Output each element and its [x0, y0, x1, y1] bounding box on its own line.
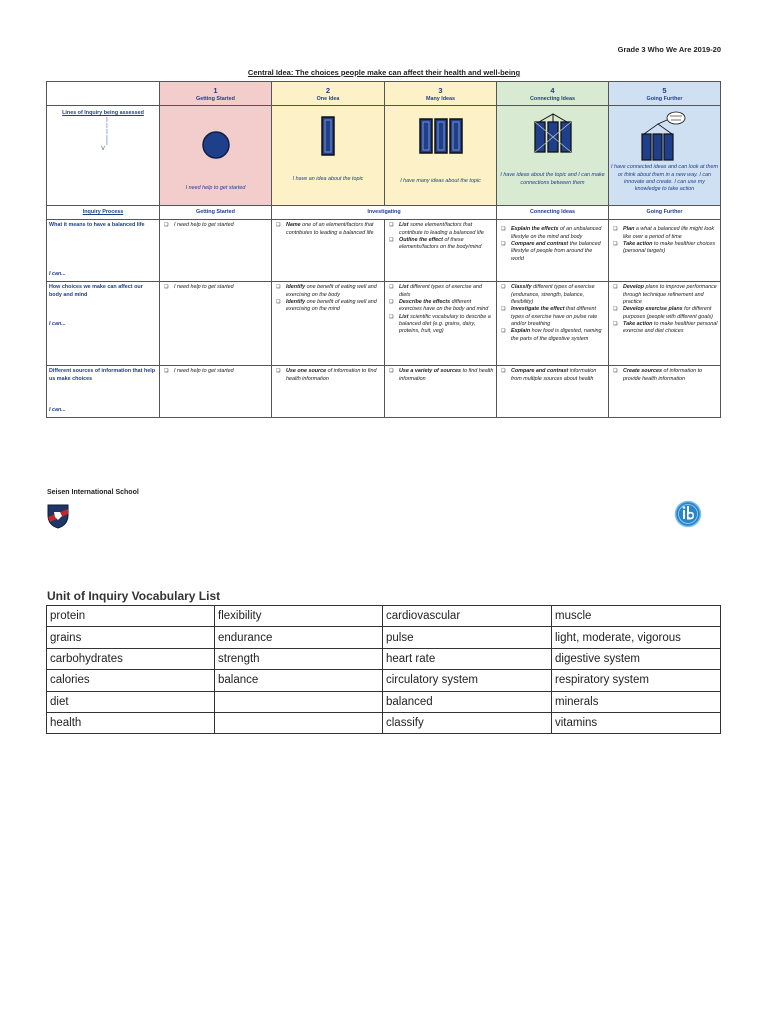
row3-level5: ❏ Create sources of information to provide health information: [609, 366, 721, 418]
row2-level4: ❏ Classify different types of exercise (endurance, strength, balance, flexibility) ❏ Investigate the effect that different types of exercise have on pulse rate and/or breathing ❏ Explain how food is digested, naming the parts of the digestive system: [497, 282, 609, 366]
level-4-icon-cell: I have ideas about the topic and I can make connections between them: [497, 106, 609, 206]
vocab-cell: health: [47, 712, 215, 733]
grade-label: Grade 3 Who We Are 2019-20: [617, 45, 721, 54]
line-of-inquiry-3: Different sources of information that help us make choices I can...: [47, 366, 160, 418]
row2-level5: ❏ Develop plans to improve performance through technique refinement and practice ❏ Develop exercise plans for different purposes (people with different goals) ❏ Take action to make healthier personal exercise and diet choices: [609, 282, 721, 366]
ib-logo: [674, 500, 702, 528]
many-bars-icon: [419, 118, 463, 154]
row1-level2: ❏ Name one of an element/factors that contributes to leading a balanced life: [272, 220, 385, 282]
vocab-cell: protein: [47, 606, 215, 627]
single-bar-icon: [320, 116, 336, 156]
vocab-cell: [215, 712, 383, 733]
level-3-icon-cell: I have many ideas about the topic: [385, 106, 497, 206]
table-row: [47, 648, 721, 669]
row2-level3: ❏ List different types of exercise and diets ❏ Describe the effects different exercises have on the body and mind ❏ List scientific vocabulary to describe a balanced diet (e.g. grains, dairy, proteins, fruit, veg): [385, 282, 497, 366]
phase-going-further: Going Further: [609, 206, 721, 220]
vocab-cell: vitamins: [552, 712, 721, 733]
vocab-cell: flexibility: [215, 606, 383, 627]
level-3-header: 3 Many Ideas: [385, 82, 497, 106]
lines-of-inquiry-cell: Lines of Inquiry being assessed | | | | | V: [47, 106, 160, 206]
phase-investigating: Investigating: [272, 206, 497, 220]
row3-level4: ❏ Compare and contrast information from multiple sources about health: [497, 366, 609, 418]
level-1-header: 1 Getting Started: [160, 82, 272, 106]
vocab-cell: strength: [215, 648, 383, 669]
table-row: [47, 712, 721, 733]
vocab-cell: calories: [47, 670, 215, 691]
connected-bars-icon: [533, 112, 573, 156]
table-row: [47, 670, 721, 691]
row1-level4: ❏ Explain the effects of an unbalanced lifestyle on the mind and body ❏ Compare and contrast the balanced lifestyle of people from around the world: [497, 220, 609, 282]
vocab-cell: endurance: [215, 627, 383, 648]
row3-level1: ❏ I need help to get started: [160, 366, 272, 418]
vocab-cell: balance: [215, 670, 383, 691]
level-2-header: 2 One Idea: [272, 82, 385, 106]
vocabulary-list-title: Unit of Inquiry Vocabulary List: [47, 589, 221, 603]
vocab-cell: pulse: [383, 627, 552, 648]
vocab-cell: respiratory system: [552, 670, 721, 691]
circle-icon: [201, 130, 231, 160]
line-of-inquiry-2: How choices we make can affect our body and mind I can...: [47, 282, 160, 366]
row3-level2: ❏ Use one source of information to find health information: [272, 366, 385, 418]
vocab-cell: carbohydrates: [47, 648, 215, 669]
vocab-cell: light, moderate, vigorous: [552, 627, 721, 648]
rubric-table: [46, 81, 721, 418]
vocab-cell: [215, 691, 383, 712]
vocab-cell: minerals: [552, 691, 721, 712]
level-5-icon-cell: I have connected ideas and can look at them or think about them in a new way. I can innovate and create. I can use my knowledge to take action: [609, 106, 721, 206]
table-row: [47, 627, 721, 648]
going-further-bars-icon: [640, 110, 690, 162]
vocab-cell: balanced: [383, 691, 552, 712]
inquiry-process-label: Inquiry Process: [47, 206, 160, 220]
vocab-cell: classify: [383, 712, 552, 733]
table-row: [47, 606, 721, 627]
row1-level5: ❏ Plan a what a balanced life might look like over a period of time ❏ Take action to make healthier choices (personal targets): [609, 220, 721, 282]
central-idea: Central Idea: The choices people make can affect their health and well-being: [247, 68, 521, 77]
row1-level1: ❏ I need help to get started: [160, 220, 272, 282]
vocab-cell: grains: [47, 627, 215, 648]
vocab-cell: heart rate: [383, 648, 552, 669]
phase-connecting-ideas: Connecting Ideas: [497, 206, 609, 220]
row2-level1: ❏ I need help to get started: [160, 282, 272, 366]
row1-level3: ❏ List some element/factors that contribute to leading a balanced life ❏ Outline the effect of these elements/factors on the body/mind: [385, 220, 497, 282]
vocab-cell: cardiovascular: [383, 606, 552, 627]
row3-level3: ❏ Use a variety of sources to find health information: [385, 366, 497, 418]
phase-getting-started: Getting Started: [160, 206, 272, 220]
level-2-icon-cell: I have an idea about the topic: [272, 106, 385, 206]
vocabulary-table: [46, 605, 721, 734]
school-crest-logo: [46, 503, 70, 529]
level-5-header: 5 Going Further: [609, 82, 721, 106]
blank-corner: [47, 82, 160, 106]
level-1-icon-cell: I need help to get started: [160, 106, 272, 206]
vocab-cell: muscle: [552, 606, 721, 627]
line-of-inquiry-1: What it means to have a balanced life I can...: [47, 220, 160, 282]
vocab-cell: circulatory system: [383, 670, 552, 691]
school-name: Seisen International School: [47, 489, 139, 496]
level-4-header: 4 Connecting Ideas: [497, 82, 609, 106]
row2-level2: ❏ Identify one benefit of eating well and exercising on the body ❏ Identify one benefit of eating well and exercising on the mind: [272, 282, 385, 366]
vocab-cell: digestive system: [552, 648, 721, 669]
table-row: [47, 691, 721, 712]
vocab-cell: diet: [47, 691, 215, 712]
